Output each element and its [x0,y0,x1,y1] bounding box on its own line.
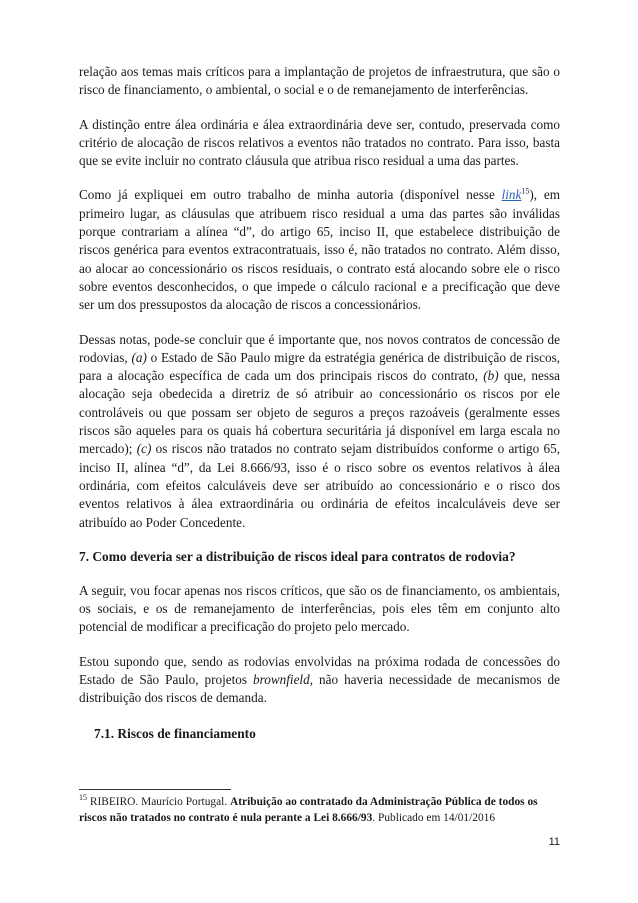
reference-link[interactable]: link [501,187,522,203]
paragraph-conclusions [79,331,560,532]
paragraph-residual-risk [79,186,560,314]
text-segment: que, nessa alocação seja obedecida a diretriz de só atribuir ao concessionário os riscos por ele controláveis ou que possam ser objeto de seguros a preços razoáveis (geralmente esses riscos são aqueles para os quais há cobertura securitária já disponível em larga escala no mercado); [79,368,561,457]
item-marker-a: (a) [131,349,147,365]
paragraph-risk-themes: relação aos temas mais críticos para a implantação de projetos de infraestrutura, que são o risco de financiamento, o ambiental, o social e o de remanejamento de interferências. [79,64,560,98]
footnote-marker[interactable]: 15 [521,187,530,197]
footnote-number: 15 [79,793,87,803]
text-segment: Como já expliquei em outro trabalho de minha autoria (disponível nesse [79,187,502,203]
section-heading-7: 7. Como deveria ser a distribuição de riscos ideal para contratos de rodovia? [79,548,516,564]
text-segment: o Estado de São Paulo migre da estratégia genérica de distribuição de riscos, para a alocação específica de cada um dos principais riscos do contrato, [79,349,560,384]
document-body [79,63,560,743]
text-segment: Estou supondo que, sendo as rodovias envolvidas na próxima rodada de concessões do Estado de São Paulo, projetos [79,653,560,688]
footnote-author: RIBEIRO. Maurício Portugal. [87,796,231,808]
page-number: 11 [548,836,560,848]
text-segment: , não haveria necessidade de mecanismos de distribuição dos riscos de demanda. [79,672,560,706]
footnote-title: Atribuição ao contratado da Administração Pública de todos os riscos não tratados no contrato é nula perante a Lei 8.666/93 [79,796,538,824]
subsection-heading-7-1: 7.1. Riscos de financiamento [94,725,256,741]
item-marker-b: (b) [483,368,499,384]
paragraph-alea-distinction: A distinção entre álea ordinária e álea extraordinária deve ser, contudo, preservada como critério de alocação de riscos relativos a eventos não tratados no contrato. Para isso, basta que se evite incluir no contrato cláusula que atribua risco residual a uma das partes. [79,116,560,169]
italic-term: brownfield [253,672,310,688]
paragraph-brownfield [79,653,560,708]
footnote [79,795,560,826]
paragraph-critical-risks: A seguir, vou focar apenas nos riscos críticos, que são os de financiamento, os ambientais, os sociais, e os de remanejamento de interferências, pois eles têm em conjunto alto potencial de modificar a precificação do projeto pelo mercado. [79,582,560,635]
text-segment: Dessas notas, pode-se concluir que é importante que, nos novos contratos de concessão de rodovias, [79,331,560,365]
text-segment: ), em primeiro lugar, as cláusulas que atribuem risco residual a uma das partes são inválidas porque contrariam a alínea “d”, do artigo 65, inciso II, que estabelece distribuição de riscos genérica para eventos extracontratuais, isso é, não tratados no contrato. Além disso, ao alocar ao concessionário os riscos residuais, o contrato está alocando sobre ele o risco sobre eventos desconhecidos, o que impede o cálculo racional e a precificação que deve ser um dos pressupostos da alocação de riscos a concessionários. [79,187,560,313]
item-marker-c: (c) [136,441,152,457]
footnote-divider [79,789,231,790]
footnote-date: . Publicado em 14/01/2016 [372,811,496,824]
text-segment: os riscos não tratados no contrato sejam distribuídos conforme o artigo 65, inciso II, alínea “d”, da Lei 8.666/93, isso é o risco sobre os eventos relativos à álea ordinária, com efeitos calculáveis deve ser atribuído ao concessionário e o risco dos eventos relativos à álea extraordinária ou ordinária de efeitos incalculáveis deve ser atribuído ao Poder Concedente. [79,441,560,530]
